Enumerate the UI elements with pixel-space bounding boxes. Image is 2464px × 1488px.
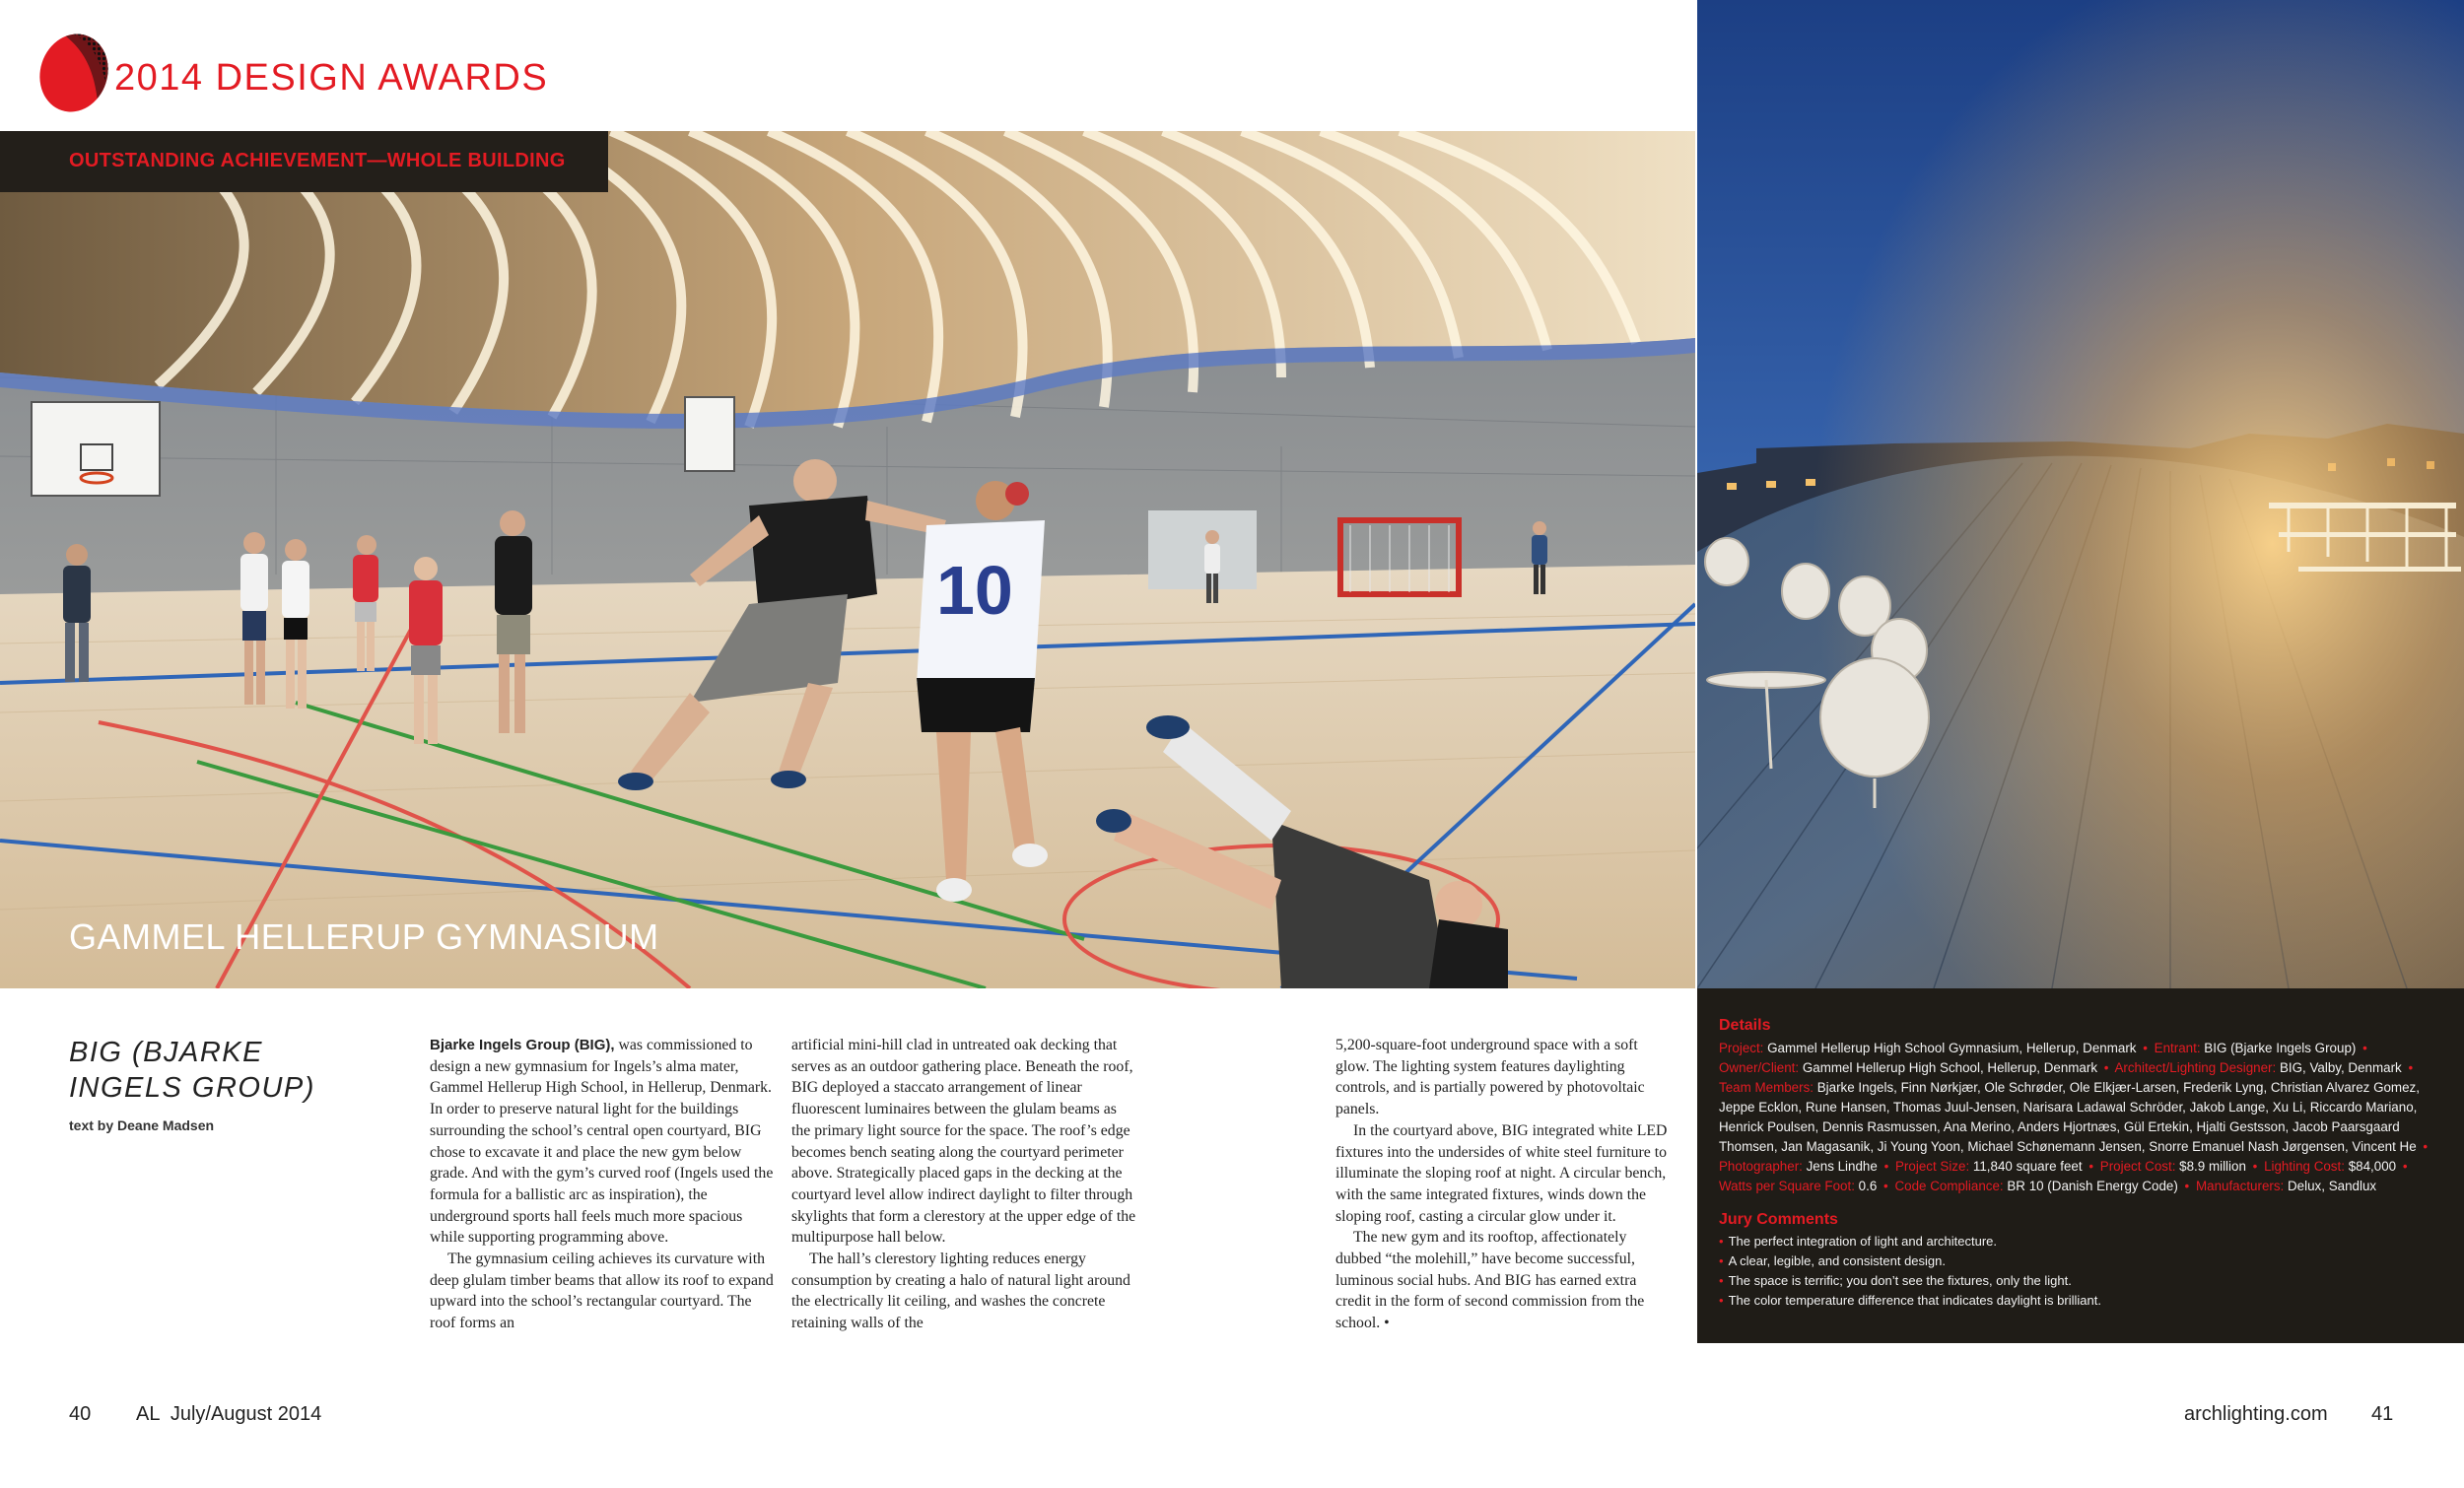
separator: •: [2423, 1139, 2429, 1154]
article-column-1: [430, 1035, 775, 1334]
jury-heading: Jury Comments: [1719, 1211, 1838, 1228]
owner-label: Owner/Client:: [1719, 1060, 1800, 1075]
separator: •: [2088, 1159, 2094, 1174]
jury-comment: [1719, 1291, 2442, 1311]
separator: •: [1883, 1179, 1888, 1193]
paragraph: The gymnasium ceiling achieves its curvature with deep glulam timber beams that allow its roof to expand upward into the school’s rectangular courtyard. The roof forms an: [430, 1251, 774, 1332]
team-value: Bjarke Ingels, Finn Nørkjær, Ole Schrøder, Ole Elkjær-Larsen, Frederik Lyng, Christian Alvarez Gomez, Jeppe Ecklon, Rune Hansen, Thomas Juul-Jensen, Narisara Ladawal Schröder, Jakob Lange, Xu Li, Riccardo Mariano, Henrick Poulsen, Dennis Rasmussen, Ana Merino, Anders Hjortnæs, Gül Ertekin, Hjalti Gestsson, Jacob Paarsgaard Thomsen, Jan Magasanik, Ji Young Yoon, Michael Schønemann Jensen, Snorre Emanuel Nash Jørgensen, Vincent He: [1719, 1080, 2420, 1154]
awards-title: 2014 DESIGN AWARDS: [114, 57, 549, 99]
firm-name: BIG (BJARKE INGELS GROUP): [69, 1037, 315, 1104]
separator: •: [2408, 1060, 2414, 1075]
project-label: Project:: [1719, 1041, 1764, 1055]
magazine-issue: AL July/August 2014: [136, 1403, 322, 1425]
cost-value: $8.9 million: [2179, 1159, 2246, 1174]
separator: •: [2184, 1179, 2190, 1193]
bullet-icon: •: [1719, 1234, 1724, 1249]
code-value: BR 10 (Danish Energy Code): [2007, 1179, 2178, 1193]
jersey-number: 10: [936, 552, 1013, 629]
hero-photo: [0, 131, 1695, 988]
separator: •: [2362, 1041, 2367, 1055]
details-box: [1697, 988, 2464, 1343]
separator: •: [1883, 1159, 1889, 1174]
paragraph: 5,200-square-foot underground space with a soft glow. The lighting system features daylighting controls, and is partially powered by photovoltaic panels.: [1335, 1037, 1645, 1118]
byline: text by Deane Madsen: [69, 1117, 215, 1133]
article-column-3: [1335, 1035, 1676, 1334]
award-category: OUTSTANDING ACHIEVEMENT—WHOLE BUILDING: [69, 150, 566, 171]
entrant-value: BIG (Bjarke Ingels Group): [2204, 1041, 2357, 1055]
jury-comment: [1719, 1271, 2442, 1291]
separator: •: [2252, 1159, 2258, 1174]
code-label: Code Compliance:: [1894, 1179, 2004, 1193]
owner-value: Gammel Hellerup High School, Hellerup, Denmark: [1802, 1060, 2098, 1075]
separator: •: [2143, 1041, 2148, 1055]
details-heading: Details: [1719, 1017, 1771, 1034]
article-column-2: [791, 1035, 1136, 1334]
lighting-cost-value: $84,000: [2348, 1159, 2397, 1174]
details-body: [1719, 1039, 2442, 1196]
gymnasium-illustration: [0, 131, 1695, 988]
manufacturers-value: Delux, Sandlux: [2288, 1179, 2377, 1193]
page-number-left: 40: [69, 1403, 92, 1425]
project-value: Gammel Hellerup High School Gymnasium, Hellerup, Denmark: [1767, 1041, 2137, 1055]
paragraph: artificial mini-hill clad in untreated oak decking that serves as an outdoor gathering place. Beneath the roof, BIG deployed a staccato arrangement of linear fluorescent luminaires between the glulam beams as the primary light source for the space. The roof’s edge becomes bench seating along the courtyard perimeter above. Strategically placed gaps in the decking at the courtyard level allow indirect daylight to filter through skylights that form a clerestory at the upper edge of the multipurpose hall below.: [791, 1037, 1136, 1247]
watts-label: Watts per Square Foot:: [1719, 1179, 1855, 1193]
manufacturers-label: Manufacturers:: [2195, 1179, 2285, 1193]
page-number-right: 41: [2371, 1403, 2394, 1425]
paragraph: [430, 1035, 775, 1249]
lighting-cost-label: Lighting Cost:: [2264, 1159, 2345, 1174]
night-photo: [1697, 0, 2464, 988]
bullet-icon: •: [1719, 1273, 1724, 1288]
entrant-label: Entrant:: [2154, 1041, 2201, 1055]
jury-comment: [1719, 1251, 2442, 1271]
jury-comment-text: The color temperature difference that indicates daylight is brilliant.: [1728, 1293, 2101, 1308]
size-label: Project Size:: [1895, 1159, 1970, 1174]
paragraph: The hall’s clerestory lighting reduces energy consumption by creating a halo of natural light around the electrically lit ceiling, and washes the concrete retaining walls of the: [791, 1251, 1130, 1332]
cost-label: Project Cost:: [2099, 1159, 2176, 1174]
photographer-value: Jens Lindhe: [1806, 1159, 1878, 1174]
bullet-icon: •: [1719, 1253, 1724, 1268]
courtyard-night-illustration: [1697, 0, 2464, 988]
jury-comment-text: A clear, legible, and consistent design.: [1728, 1253, 1946, 1268]
jury-comments: [1719, 1232, 2442, 1311]
architect-value: BIG, Valby, Denmark: [2279, 1060, 2402, 1075]
separator: •: [2103, 1060, 2109, 1075]
paragraph-text: was commissioned to design a new gymnasium for Ingels’s alma mater, Gammel Hellerup High School, in Hellerup, Denmark. In order to preserve natural light for the buildings surrounding the school’s central open courtyard, BIG chose to excavate it and place the new gym below grade. And with the gym’s curved roof (Ingels used the formula for a ballistic arc as inspiration), the underground sports hall feels much more spacious while supporting programming above.: [430, 1037, 774, 1247]
architect-label: Architect/Lighting Designer:: [2114, 1060, 2277, 1075]
jury-comment: [1719, 1232, 2442, 1251]
jury-comment-text: The space is terrific; you don’t see the fixtures, only the light.: [1728, 1273, 2072, 1288]
team-label: Team Members:: [1719, 1080, 1814, 1095]
awards-logo-icon: [37, 32, 110, 114]
website-link[interactable]: archlighting.com: [2184, 1403, 2328, 1425]
project-name: GAMMEL HELLERUP GYMNASIUM: [69, 916, 659, 957]
bullet-icon: •: [1719, 1293, 1724, 1308]
size-value: 11,840 square feet: [1972, 1159, 2083, 1174]
lead-in: Bjarke Ingels Group (BIG),: [430, 1037, 615, 1053]
jury-comment-text: The perfect integration of light and architecture.: [1728, 1234, 1997, 1249]
watts-value: 0.6: [1858, 1179, 1878, 1193]
paragraph: The new gym and its rooftop, affectionately dubbed “the molehill,” have become successful, luminous social hubs. And BIG has earned extra credit in the form of second commission from the school. •: [1335, 1229, 1645, 1332]
photographer-label: Photographer:: [1719, 1159, 1803, 1174]
paragraph: In the courtyard above, BIG integrated white LED fixtures into the undersides of white steel furniture to illuminate the sloping roof at night. A circular bench, with the same integrated fixtures, winds down the sloping roof, casting a circular glow under it.: [1335, 1121, 1668, 1225]
separator: •: [2402, 1159, 2408, 1174]
